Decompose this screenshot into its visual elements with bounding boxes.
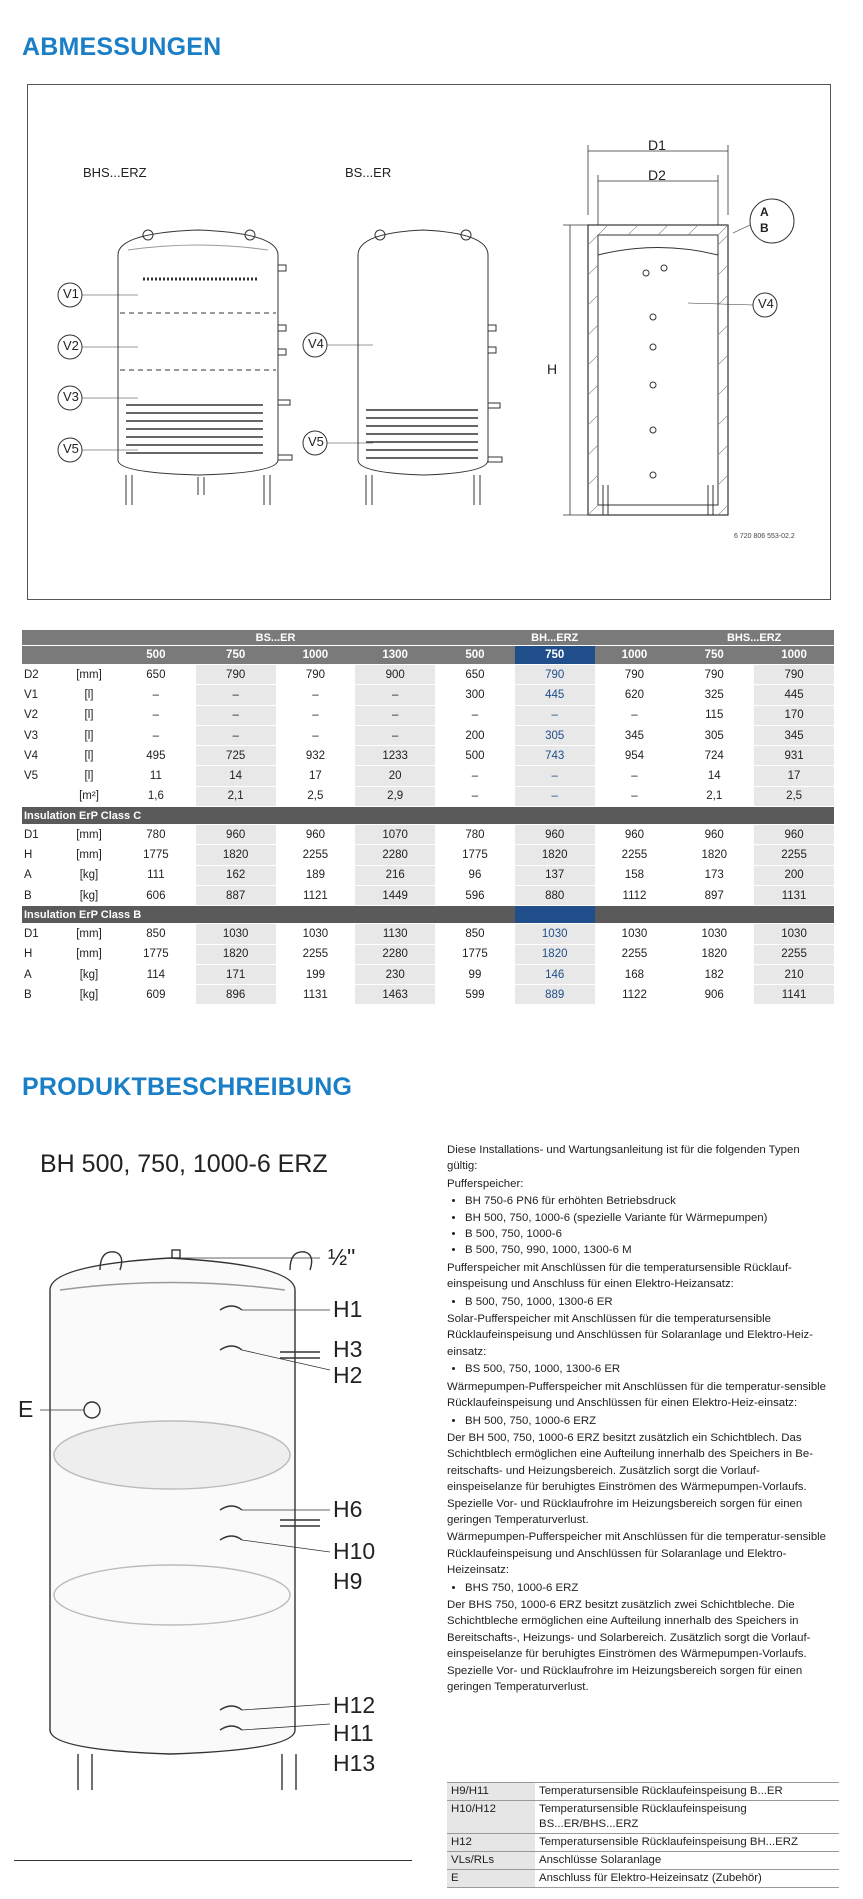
- label-e: E: [18, 1396, 34, 1422]
- figure-code: 6 720 806 553-02.2: [734, 533, 795, 540]
- table-cell: 960: [196, 825, 276, 845]
- list-item: • B 500, 750, 990, 1000, 1300-6 M: [465, 1242, 827, 1258]
- label-bs: BS...ER: [345, 165, 392, 180]
- table-cell: 445: [754, 685, 834, 705]
- table-cell: 850: [116, 924, 196, 944]
- table-cell: 596: [435, 885, 515, 905]
- table-cell: 1775: [435, 845, 515, 865]
- table-cell: 345: [595, 725, 675, 745]
- table-cell: 880: [515, 885, 595, 905]
- table-cell: 1030: [754, 924, 834, 944]
- table-cell: 609: [116, 985, 196, 1005]
- legend-key: H10/H12: [447, 1801, 535, 1834]
- column-header: 1000: [754, 646, 834, 665]
- table-cell: 1820: [515, 944, 595, 964]
- empty-cell: [22, 646, 116, 665]
- table-cell: 17: [276, 766, 356, 786]
- row-unit: [l]: [62, 746, 116, 766]
- table-cell: 606: [116, 885, 196, 905]
- table-cell: 17: [754, 766, 834, 786]
- row-label: B: [22, 985, 62, 1005]
- table-row: [22, 985, 834, 1005]
- table-cell: 111: [116, 865, 196, 885]
- label-h13: H13: [333, 1750, 376, 1776]
- dim-d1: D1: [648, 137, 666, 153]
- row-label: H: [22, 845, 62, 865]
- group-header: BH...ERZ: [435, 630, 674, 646]
- table-cell: 14: [674, 766, 754, 786]
- row-unit: [kg]: [62, 885, 116, 905]
- list-item: • BH 500, 750, 1000-6 (spezielle Variante für Wärmepumpen): [465, 1210, 827, 1226]
- row-label: D1: [22, 825, 62, 845]
- table-cell: 20: [355, 766, 435, 786]
- row-label: H: [22, 944, 62, 964]
- table-cell: 790: [754, 665, 834, 685]
- table-cell: 146: [515, 964, 595, 984]
- row-label: V4: [22, 746, 62, 766]
- table-cell: 1820: [674, 944, 754, 964]
- table-row: [22, 964, 834, 984]
- section-title: Insulation ErP Class C: [22, 807, 834, 825]
- table-row: [22, 766, 834, 786]
- label-h9: H9: [333, 1568, 363, 1594]
- divider: [14, 1860, 412, 1861]
- table-cell: –: [435, 766, 515, 786]
- desc-p3: Solar-Pufferspeicher mit Anschlüssen für die temperatursensible Rücklaufeinspeisung und Anschlüssen für Solaranlage und Elektro-Heiz-einsatz:: [447, 1313, 813, 1358]
- dimensions-table: [22, 630, 834, 1005]
- table-cell: 99: [435, 964, 515, 984]
- desc-list-3: [447, 1361, 827, 1377]
- table-cell: –: [355, 725, 435, 745]
- desc-p6: Wärmepumpen-Pufferspeicher mit Anschlüssen für die temperatur-sensible Rücklaufeinspeisung und Anschlüssen für Solaranlage und Elektro-Heizeinsatz:: [447, 1531, 827, 1577]
- table-cell: –: [196, 705, 276, 725]
- table-cell: 790: [595, 665, 675, 685]
- table-cell: 2255: [276, 845, 356, 865]
- legend-value: Anschlüsse Solaranlage: [535, 1852, 839, 1870]
- table-cell: 200: [754, 865, 834, 885]
- list-item: • B 500, 750, 1000, 1300-6 ER: [465, 1294, 827, 1310]
- dim-h: H: [547, 361, 558, 377]
- table-cell: 158: [595, 865, 675, 885]
- table-cell: 2255: [276, 944, 356, 964]
- table-cell: 1233: [355, 746, 435, 766]
- table-cell: 2255: [595, 845, 675, 865]
- table-cell: 931: [754, 746, 834, 766]
- desc-list-4: [447, 1413, 827, 1429]
- table-cell: –: [595, 705, 675, 725]
- table-cell: 1070: [355, 825, 435, 845]
- label-h12: H12: [333, 1692, 376, 1718]
- legend-value: Temperatursensible Rücklaufeinspeisung BS...ER/BHS...ERZ: [535, 1801, 839, 1834]
- table-cell: 1775: [116, 845, 196, 865]
- table-row: [22, 845, 834, 865]
- table-cell: 216: [355, 865, 435, 885]
- table-cell: 1131: [754, 885, 834, 905]
- label-h6: H6: [333, 1496, 363, 1522]
- table-cell: –: [515, 786, 595, 806]
- list-item: • BHS 750, 1000-6 ERZ: [465, 1580, 827, 1596]
- table-cell: 305: [515, 725, 595, 745]
- row-unit: [l]: [62, 725, 116, 745]
- table-cell: 1030: [196, 924, 276, 944]
- row-label: D2: [22, 665, 62, 685]
- table-cell: 189: [276, 865, 356, 885]
- table-cell: 345: [754, 725, 834, 745]
- table-cell: 200: [435, 725, 515, 745]
- table-cell: 182: [674, 964, 754, 984]
- table-cell: 790: [674, 665, 754, 685]
- legend-key: E: [447, 1870, 535, 1888]
- table-cell: –: [435, 705, 515, 725]
- callout-v2: V2: [63, 338, 79, 353]
- table-cell: 171: [196, 964, 276, 984]
- table-cell: 906: [674, 985, 754, 1005]
- table-cell: 1130: [355, 924, 435, 944]
- table-section-header: [22, 807, 834, 825]
- list-item: • BS 500, 750, 1000, 1300-6 ER: [465, 1361, 827, 1377]
- row-label: V5: [22, 766, 62, 786]
- table-cell: 1820: [196, 845, 276, 865]
- desc-p4: Wärmepumpen-Pufferspeicher mit Anschlüssen für die temperatur-sensible Rücklaufeinspeisung und Anschlüssen für einen Elektro-Heiz-einsatz:: [447, 1380, 827, 1410]
- table-row: [22, 825, 834, 845]
- table-cell: 1449: [355, 885, 435, 905]
- table-cell: 1463: [355, 985, 435, 1005]
- highlight-cell: [515, 906, 595, 924]
- row-label: [22, 786, 62, 806]
- table-cell: 2280: [355, 944, 435, 964]
- table-cell: 1030: [515, 924, 595, 944]
- row-unit: [l]: [62, 705, 116, 725]
- table-cell: 932: [276, 746, 356, 766]
- row-label: A: [22, 964, 62, 984]
- table-section-header: [22, 906, 834, 924]
- table-row: [22, 865, 834, 885]
- table-cell: 2,5: [276, 786, 356, 806]
- table-cell: 305: [674, 725, 754, 745]
- column-header: 750: [196, 646, 276, 665]
- row-unit: [kg]: [62, 985, 116, 1005]
- table-cell: –: [276, 685, 356, 705]
- desc-p5: Der BH 500, 750, 1000-6 ERZ besitzt zusätzlich ein Schichtblech. Das Schichtblech ermöglichen eine Aufteilung innerhalb des Speichers in Be-reitschafts- und Heizungsbereich. Zusätzlich sorgt die Vorlauf-einspeiselanze für beruhigtes Einströmen des Wärmepumpen-Vorlaufs. Spezielle Vor- und Rücklaufrohre im Heizungsbereich sorgen für einen geringen Temperaturverlust.: [447, 1431, 813, 1526]
- group-header: BHS...ERZ: [674, 630, 834, 646]
- table-cell: 1820: [515, 845, 595, 865]
- table-cell: 620: [595, 685, 675, 705]
- table-cell: –: [116, 725, 196, 745]
- table-cell: 2255: [754, 845, 834, 865]
- table-cell: 1121: [276, 885, 356, 905]
- legend-value: Anschluss für Elektro-Heizeinsatz (Zubehör): [535, 1870, 839, 1888]
- product-description: [447, 1142, 827, 1696]
- table-cell: 887: [196, 885, 276, 905]
- table-cell: 599: [435, 985, 515, 1005]
- row-unit: [mm]: [62, 944, 116, 964]
- callout-v5: V5: [63, 441, 79, 456]
- callout-v3: V3: [63, 389, 79, 404]
- table-cell: 1122: [595, 985, 675, 1005]
- table-cell: –: [515, 766, 595, 786]
- table-cell: 1030: [674, 924, 754, 944]
- column-header: 1000: [595, 646, 675, 665]
- column-header: 1000: [276, 646, 356, 665]
- table-cell: 495: [116, 746, 196, 766]
- legend-key: H12: [447, 1834, 535, 1852]
- list-item: • BH 500, 750, 1000-6 ERZ: [465, 1413, 827, 1429]
- legend-value: Temperatursensible Rücklaufeinspeisung BH...ERZ: [535, 1834, 839, 1852]
- dimensions-heading: ABMESSUNGEN: [22, 33, 222, 61]
- table-row: [22, 944, 834, 964]
- product-title: BH 500, 750, 1000-6 ERZ: [40, 1150, 328, 1178]
- table-cell: 960: [276, 825, 356, 845]
- table-cell: 2280: [355, 845, 435, 865]
- tank-drawings: [28, 85, 832, 601]
- table-row: [22, 685, 834, 705]
- table-cell: 1820: [674, 845, 754, 865]
- legend-value: Temperatursensible Rücklaufeinspeisung B...ER: [535, 1783, 839, 1801]
- table-row: [22, 665, 834, 685]
- row-unit: [kg]: [62, 865, 116, 885]
- desc-list-6: [447, 1580, 827, 1596]
- table-row: [22, 705, 834, 725]
- section-title: Insulation ErP Class B: [22, 906, 515, 924]
- column-header: 750: [674, 646, 754, 665]
- table-cell: 168: [595, 964, 675, 984]
- row-unit: [mm]: [62, 825, 116, 845]
- table-row: [447, 1783, 839, 1801]
- row-unit: [mm]: [62, 665, 116, 685]
- row-label: V1: [22, 685, 62, 705]
- table-cell: 790: [276, 665, 356, 685]
- table-cell: 230: [355, 964, 435, 984]
- table-row: [22, 746, 834, 766]
- table-cell: –: [116, 685, 196, 705]
- table-cell: 115: [674, 705, 754, 725]
- empty-cell: [22, 630, 116, 646]
- row-label: V2: [22, 705, 62, 725]
- table-cell: 1030: [276, 924, 356, 944]
- desc-p7: Der BHS 750, 1000-6 ERZ besitzt zusätzlich zwei Schichtbleche. Die Schichtbleche ermöglichen eine Aufteilung innerhalb des Speichers in Bereitschafts-, Heizungs- und Solarbereich. Zusätzlich sorgt die Vorlauf-einspeiselanze für beruhigtes Einströmen des Wärmepumpen-Vorlaufs. Spezielle Vor- und Rücklaufrohre im Heizungsbereich sorgen für einen geringen Temperaturverlust.: [447, 1598, 811, 1693]
- table-cell: 96: [435, 865, 515, 885]
- column-header: 1300: [355, 646, 435, 665]
- label-half-inch: ½": [328, 1244, 356, 1270]
- table-cell: 790: [515, 665, 595, 685]
- table-cell: 960: [754, 825, 834, 845]
- table-cell: –: [355, 705, 435, 725]
- table-cell: 1030: [595, 924, 675, 944]
- column-header: 500: [116, 646, 196, 665]
- table-row: [447, 1834, 839, 1852]
- table-cell: 897: [674, 885, 754, 905]
- row-unit: [mm]: [62, 845, 116, 865]
- empty-cell: [595, 906, 834, 924]
- table-cell: 14: [196, 766, 276, 786]
- label-h10: H10: [333, 1538, 376, 1564]
- table-cell: –: [515, 705, 595, 725]
- callout-v5-bs: V5: [308, 434, 324, 449]
- table-cell: –: [435, 786, 515, 806]
- desc-list-1: [447, 1193, 827, 1259]
- list-item: • BH 750-6 PN6 für erhöhten Betriebsdruck: [465, 1193, 827, 1209]
- legend-key: H9/H11: [447, 1783, 535, 1801]
- table-cell: 960: [595, 825, 675, 845]
- table-cell: 1775: [116, 944, 196, 964]
- callout-v1: V1: [63, 286, 79, 301]
- table-row: [22, 885, 834, 905]
- table-row: [22, 924, 834, 944]
- row-label: A: [22, 865, 62, 885]
- row-unit: [l]: [62, 766, 116, 786]
- callout-v4: V4: [758, 296, 774, 311]
- label-h11: H11: [333, 1720, 374, 1746]
- table-group-header: [22, 630, 834, 646]
- table-cell: 2255: [595, 944, 675, 964]
- table-cell: 500: [435, 746, 515, 766]
- table-cell: 960: [515, 825, 595, 845]
- dimensions-figure: [27, 84, 831, 600]
- table-cell: 210: [754, 964, 834, 984]
- row-label: B: [22, 885, 62, 905]
- row-unit: [l]: [62, 685, 116, 705]
- table-cell: 960: [674, 825, 754, 845]
- table-row: [447, 1870, 839, 1888]
- table-cell: 1131: [276, 985, 356, 1005]
- table-cell: 137: [515, 865, 595, 885]
- dim-d2: D2: [648, 167, 666, 183]
- table-cell: 1141: [754, 985, 834, 1005]
- label-bhs: BHS...ERZ: [83, 165, 147, 180]
- table-cell: 11: [116, 766, 196, 786]
- column-header: 500: [435, 646, 515, 665]
- table-cell: 2,1: [674, 786, 754, 806]
- table-cell: 445: [515, 685, 595, 705]
- table-cell: 114: [116, 964, 196, 984]
- table-cell: 173: [674, 865, 754, 885]
- table-cell: 650: [116, 665, 196, 685]
- table-cell: –: [116, 705, 196, 725]
- table-cell: 1775: [435, 944, 515, 964]
- row-label: V3: [22, 725, 62, 745]
- group-header: BS...ER: [116, 630, 435, 646]
- table-cell: 1820: [196, 944, 276, 964]
- table-capacity-header: [22, 646, 834, 665]
- legend-key: VLs/RLs: [447, 1852, 535, 1870]
- label-a: A: [760, 205, 769, 219]
- table-cell: 2,9: [355, 786, 435, 806]
- table-cell: 889: [515, 985, 595, 1005]
- desc-p1: Pufferspeicher:: [447, 1177, 524, 1190]
- table-cell: 162: [196, 865, 276, 885]
- table-row: [22, 725, 834, 745]
- table-cell: –: [355, 685, 435, 705]
- table-cell: 325: [674, 685, 754, 705]
- table-cell: –: [276, 725, 356, 745]
- label-h3: H3: [333, 1336, 363, 1362]
- table-cell: 300: [435, 685, 515, 705]
- row-unit: [m²]: [62, 786, 116, 806]
- callout-v4-bs: V4: [308, 336, 324, 351]
- table-cell: –: [276, 705, 356, 725]
- desc-list-2: [447, 1294, 827, 1310]
- desc-intro: Diese Installations- und Wartungsanleitung ist für die folgenden Typen gültig:: [447, 1144, 800, 1173]
- table-cell: 790: [196, 665, 276, 685]
- table-row: [22, 786, 834, 806]
- table-cell: 2255: [754, 944, 834, 964]
- label-h1: H1: [333, 1296, 363, 1322]
- table-cell: –: [196, 685, 276, 705]
- desc-p2: Pufferspeicher mit Anschlüssen für die temperatursensible Rücklauf-einspeisung und Anschluss für einen Elektro-Heizansatz:: [447, 1261, 792, 1291]
- table-cell: 724: [674, 746, 754, 766]
- table-cell: 780: [116, 825, 196, 845]
- product-heading: PRODUKTBESCHREIBUNG: [22, 1073, 353, 1101]
- table-cell: –: [595, 786, 675, 806]
- table-cell: 743: [515, 746, 595, 766]
- column-header: 750: [515, 646, 595, 665]
- row-unit: [kg]: [62, 964, 116, 984]
- table-cell: 896: [196, 985, 276, 1005]
- connection-legend: [447, 1782, 839, 1888]
- table-cell: 199: [276, 964, 356, 984]
- table-cell: 650: [435, 665, 515, 685]
- table-cell: –: [196, 725, 276, 745]
- table-cell: 850: [435, 924, 515, 944]
- table-cell: 2,1: [196, 786, 276, 806]
- table-cell: 170: [754, 705, 834, 725]
- table-cell: 954: [595, 746, 675, 766]
- label-h2: H2: [333, 1362, 363, 1388]
- table-cell: –: [595, 766, 675, 786]
- table-cell: 2,5: [754, 786, 834, 806]
- row-unit: [mm]: [62, 924, 116, 944]
- list-item: • B 500, 750, 1000-6: [465, 1226, 827, 1242]
- table-row: [447, 1801, 839, 1834]
- table-cell: 900: [355, 665, 435, 685]
- table-cell: 1112: [595, 885, 675, 905]
- table-cell: 780: [435, 825, 515, 845]
- table-cell: 1,6: [116, 786, 196, 806]
- label-b: B: [760, 221, 769, 235]
- table-row: [447, 1852, 839, 1870]
- table-cell: 725: [196, 746, 276, 766]
- row-label: D1: [22, 924, 62, 944]
